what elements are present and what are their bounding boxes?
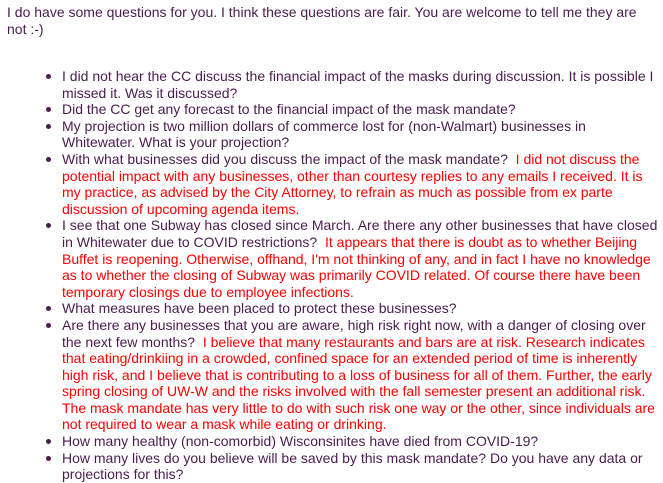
question-text: My projection is two million dollars of commerce lost for (non-Walmart) businesses in Whitewater. What is your projection? xyxy=(62,117,586,151)
list-item xyxy=(0,101,663,118)
list-item xyxy=(0,151,663,217)
question-text: Did the CC get any forecast to the financial impact of the mask mandate? xyxy=(62,101,516,118)
list-item xyxy=(0,450,663,483)
bullet-icon xyxy=(46,306,51,311)
list-item xyxy=(0,300,663,317)
bullet-icon xyxy=(46,223,51,228)
question-text: Are there any businesses that you are aware, high risk right now, with a danger of closing over the next few months? xyxy=(62,316,646,350)
question-text: How many healthy (non-comorbid) Wisconsinites have died from COVID-19? xyxy=(62,433,539,450)
bullet-icon xyxy=(46,74,51,79)
bullet-icon xyxy=(46,456,51,461)
bullet-icon xyxy=(46,439,51,444)
list-item xyxy=(0,217,663,300)
question-list xyxy=(0,68,663,483)
list-item xyxy=(0,317,663,433)
answer-text: I believe that many restaurants and bars are at risk. Research indicates that eating/drinkiing in a crowded, confined space for an extended period of time is inherently high risk, and I believe that is contributing to a loss of business for all of them. Further, the early spring closing of UW-W and the risks involved with the fall semester present an additional risk. The mask mandate has very little to do with such risk one way or the other, since individuals are not required to wear a mask while eating or drinking. xyxy=(62,333,655,433)
intro-paragraph: I do have some questions for you. I think these questions are fair. You are welcome to tell me they are not :-) xyxy=(7,4,637,37)
bullet-icon xyxy=(46,157,51,162)
list-item xyxy=(0,68,663,101)
answer-text: I did not discuss the potential impact with any businesses, other than courtesy replies to any emails I received. It is my practice, as advised by the City Attorney, to refrain as much as possible from ex parte discussion of upcoming agenda items. xyxy=(62,150,643,217)
question-text: I did not hear the CC discuss the financial impact of the masks during discussion. It is possible I missed it. Was it discussed? xyxy=(62,68,654,101)
bullet-icon xyxy=(46,124,51,129)
bullet-icon xyxy=(46,323,51,328)
question-text: How many lives do you believe will be saved by this mask mandate? Do you have any data or projections for this? xyxy=(62,449,643,483)
list-item xyxy=(0,433,663,450)
answer-text: It appears that there is doubt as to whether Beijing Buffet is reopening. Otherwise, offhand, I'm not thinking of any, and in fact I have no knowledge as to whether the closing of Subway was primarily COVID related. Of course there have been temporary closings due to employee infections. xyxy=(62,233,651,300)
bullet-icon xyxy=(46,107,51,112)
list-item xyxy=(0,118,663,151)
question-text: With what businesses did you discuss the impact of the mask mandate? xyxy=(62,150,508,167)
question-text: What measures have been placed to protect these businesses? xyxy=(62,300,457,317)
question-text: I see that one Subway has closed since March. Are there any other businesses that have closed in Whitewater due to COVID restrictions? xyxy=(62,217,658,250)
